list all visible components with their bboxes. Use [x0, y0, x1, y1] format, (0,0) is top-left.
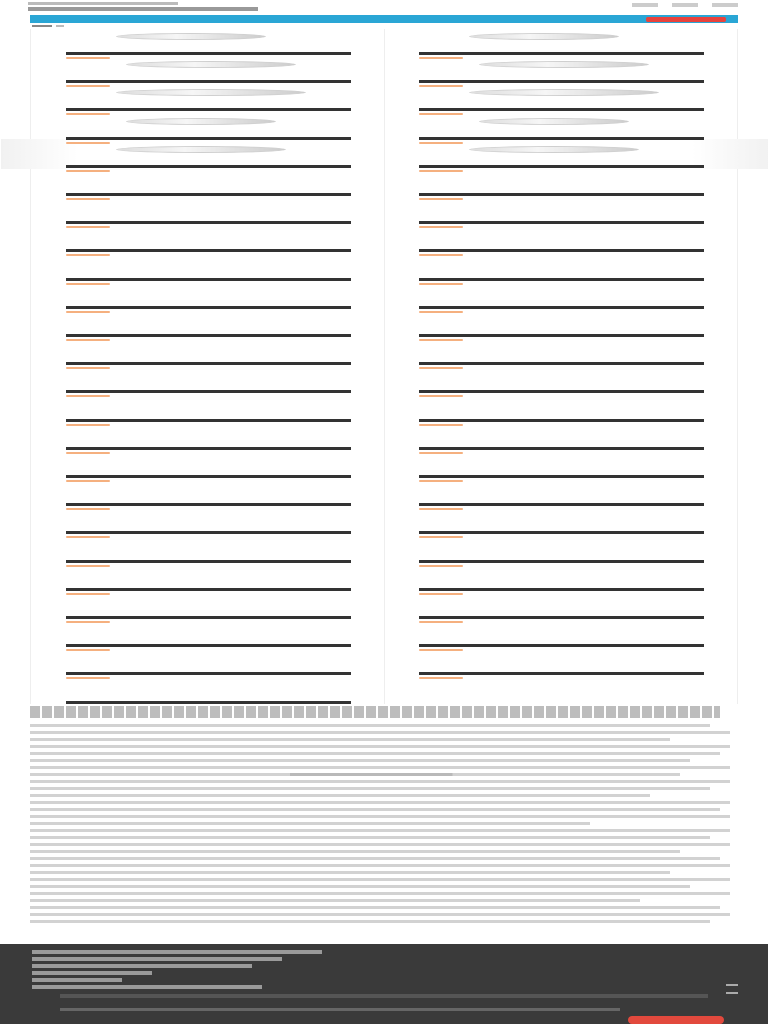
article-line: [30, 864, 730, 867]
product-tag: [66, 536, 110, 538]
product-title[interactable]: [419, 578, 704, 587]
product-item[interactable]: [66, 428, 351, 456]
article-line: [30, 752, 720, 755]
product-title[interactable]: [419, 465, 704, 474]
article-line: [30, 731, 730, 734]
article-line: [30, 780, 730, 783]
product-image[interactable]: [469, 33, 619, 40]
product-tag: [419, 254, 463, 256]
product-title[interactable]: [66, 578, 351, 587]
product-price: [419, 447, 704, 450]
product-item[interactable]: [419, 287, 704, 315]
footer-divider: [60, 994, 708, 998]
product-title[interactable]: [66, 183, 351, 192]
product-title[interactable]: [419, 380, 704, 389]
product-tag: [66, 85, 110, 87]
footer-link[interactable]: [32, 978, 122, 982]
header-links: [632, 3, 738, 7]
product-price: [419, 419, 704, 422]
product-price: [66, 278, 351, 281]
site-footer: [0, 944, 768, 1024]
product-tag: [66, 283, 110, 285]
product-price: [419, 475, 704, 478]
product-title[interactable]: [66, 409, 351, 418]
product-price: [419, 531, 704, 534]
product-item[interactable]: [419, 484, 704, 512]
product-image[interactable]: [116, 33, 266, 40]
article-line: [30, 836, 710, 839]
product-price: [66, 672, 351, 675]
product-tag: [419, 226, 463, 228]
product-tag: [66, 593, 110, 595]
article-line: [30, 808, 720, 811]
product-title[interactable]: [66, 380, 351, 389]
product-image[interactable]: [469, 89, 659, 96]
product-title[interactable]: [419, 606, 704, 615]
product-item[interactable]: [419, 61, 704, 89]
promo-button[interactable]: [646, 17, 726, 22]
product-title[interactable]: [66, 465, 351, 474]
product-tag: [66, 367, 110, 369]
product-tag: [419, 565, 463, 567]
product-tag: [66, 311, 110, 313]
product-image[interactable]: [116, 146, 286, 153]
product-title[interactable]: [419, 268, 704, 277]
product-item[interactable]: [419, 597, 704, 625]
product-title[interactable]: [419, 634, 704, 643]
product-price: [419, 165, 704, 168]
product-tag: [419, 452, 463, 454]
product-item[interactable]: [419, 146, 704, 174]
article-title: [30, 706, 720, 718]
product-price: [66, 701, 351, 704]
article-line: [30, 822, 590, 825]
product-title[interactable]: [419, 662, 704, 671]
product-price: [66, 52, 351, 55]
product-title[interactable]: [419, 352, 704, 361]
product-title[interactable]: [66, 239, 351, 248]
product-item[interactable]: [66, 315, 351, 343]
product-title[interactable]: [66, 352, 351, 361]
product-tag: [419, 113, 463, 115]
product-item[interactable]: [419, 428, 704, 456]
product-tag: [66, 142, 110, 144]
product-title[interactable]: [419, 183, 704, 192]
product-price: [419, 334, 704, 337]
product-image[interactable]: [116, 89, 306, 96]
product-price: [419, 137, 704, 140]
article-line: [30, 829, 730, 832]
product-title[interactable]: [419, 296, 704, 305]
product-price: [419, 672, 704, 675]
product-title[interactable]: [419, 211, 704, 220]
product-tag: [419, 480, 463, 482]
product-title[interactable]: [419, 437, 704, 446]
product-tag: [419, 57, 463, 59]
product-item[interactable]: [419, 653, 704, 681]
product-price: [66, 306, 351, 309]
product-price: [66, 447, 351, 450]
footer-link[interactable]: [32, 950, 322, 954]
product-item[interactable]: [66, 89, 351, 117]
product-title[interactable]: [419, 239, 704, 248]
footer-cta-button[interactable]: [628, 1016, 724, 1024]
product-price: [66, 560, 351, 563]
product-price: [419, 193, 704, 196]
product-price: [419, 80, 704, 83]
article-line: [30, 850, 680, 853]
product-item[interactable]: [66, 118, 351, 146]
site-header: [0, 0, 768, 16]
product-image[interactable]: [126, 61, 296, 68]
product-item[interactable]: [419, 541, 704, 569]
article-line: [30, 920, 710, 923]
product-tag: [66, 480, 110, 482]
product-price: [419, 278, 704, 281]
product-item[interactable]: [66, 343, 351, 371]
product-item[interactable]: [419, 371, 704, 399]
article-line: [30, 759, 690, 762]
product-title[interactable]: [419, 98, 704, 107]
product-price: [66, 503, 351, 506]
product-item[interactable]: [66, 484, 351, 512]
article-line: [30, 766, 730, 769]
product-title[interactable]: [66, 437, 351, 446]
product-tag: [66, 424, 110, 426]
article-line: [30, 892, 730, 895]
product-title[interactable]: [419, 493, 704, 502]
product-tag: [419, 621, 463, 623]
product-tag: [66, 508, 110, 510]
product-item[interactable]: [419, 625, 704, 653]
header-link[interactable]: [672, 3, 698, 7]
article-line: [30, 794, 650, 797]
product-tag: [66, 395, 110, 397]
product-grid: [30, 29, 738, 704]
product-item[interactable]: [66, 287, 351, 315]
article-line: [30, 773, 680, 776]
product-item[interactable]: [419, 400, 704, 428]
product-title[interactable]: [66, 70, 351, 79]
product-tag: [419, 142, 463, 144]
product-tag: [419, 198, 463, 200]
product-price: [419, 249, 704, 252]
footer-link[interactable]: [32, 971, 152, 975]
article-line: [30, 745, 730, 748]
footer-copyright: [60, 1008, 620, 1011]
footer-link[interactable]: [32, 964, 252, 968]
article-line: [30, 738, 670, 741]
product-price: [66, 644, 351, 647]
product-item[interactable]: [419, 512, 704, 540]
product-title[interactable]: [419, 42, 704, 51]
product-price: [66, 137, 351, 140]
product-tag: [419, 508, 463, 510]
product-price: [66, 334, 351, 337]
product-item[interactable]: [419, 456, 704, 484]
article-line: [30, 906, 720, 909]
product-tag: [66, 621, 110, 623]
product-image[interactable]: [469, 146, 639, 153]
product-item[interactable]: [66, 202, 351, 230]
product-title[interactable]: [66, 634, 351, 643]
product-item[interactable]: [419, 230, 704, 258]
product-price: [419, 52, 704, 55]
article-line: [30, 857, 720, 860]
product-item[interactable]: [66, 146, 351, 174]
footer-link[interactable]: [32, 985, 262, 989]
article-line: [30, 913, 730, 916]
product-tag: [66, 57, 110, 59]
product-item[interactable]: [66, 259, 351, 287]
product-title[interactable]: [66, 268, 351, 277]
product-tag: [419, 170, 463, 172]
article-line: [30, 878, 730, 881]
product-title[interactable]: [66, 493, 351, 502]
product-item[interactable]: [66, 33, 351, 61]
product-tag: [419, 649, 463, 651]
product-price: [66, 249, 351, 252]
product-item[interactable]: [419, 569, 704, 597]
product-price: [66, 108, 351, 111]
product-tag: [66, 170, 110, 172]
product-title[interactable]: [419, 70, 704, 79]
product-item[interactable]: [66, 230, 351, 258]
product-tag: [66, 649, 110, 651]
product-item[interactable]: [66, 569, 351, 597]
product-price: [66, 419, 351, 422]
product-title[interactable]: [66, 211, 351, 220]
product-item[interactable]: [66, 625, 351, 653]
product-tag: [66, 565, 110, 567]
product-price: [419, 221, 704, 224]
product-title[interactable]: [66, 662, 351, 671]
product-price: [66, 475, 351, 478]
menu-icon[interactable]: [726, 984, 738, 994]
product-item[interactable]: [66, 174, 351, 202]
product-item[interactable]: [419, 174, 704, 202]
product-image[interactable]: [479, 118, 629, 125]
product-item[interactable]: [66, 597, 351, 625]
article-line: [30, 724, 710, 727]
product-price: [66, 80, 351, 83]
product-item[interactable]: [66, 61, 351, 89]
product-item[interactable]: [419, 259, 704, 287]
product-price: [419, 503, 704, 506]
site-logo[interactable]: [28, 2, 258, 14]
product-tag: [66, 198, 110, 200]
product-tag: [419, 311, 463, 313]
product-tag: [66, 677, 110, 679]
product-item[interactable]: [419, 343, 704, 371]
product-title[interactable]: [419, 550, 704, 559]
product-price: [66, 221, 351, 224]
product-item[interactable]: [66, 456, 351, 484]
product-item[interactable]: [66, 400, 351, 428]
product-price: [66, 588, 351, 591]
product-title[interactable]: [66, 98, 351, 107]
product-item[interactable]: [419, 202, 704, 230]
product-item[interactable]: [419, 315, 704, 343]
product-title[interactable]: [66, 521, 351, 530]
product-tag: [66, 113, 110, 115]
product-item[interactable]: [66, 512, 351, 540]
article-line: [30, 815, 730, 818]
product-price: [66, 165, 351, 168]
product-tag: [419, 677, 463, 679]
product-tag: [66, 254, 110, 256]
product-title[interactable]: [66, 127, 351, 136]
product-image[interactable]: [126, 118, 276, 125]
product-price: [419, 108, 704, 111]
product-title[interactable]: [419, 409, 704, 418]
product-tag: [419, 395, 463, 397]
product-title[interactable]: [419, 324, 704, 333]
product-tag: [419, 85, 463, 87]
product-tag: [66, 226, 110, 228]
product-tag: [419, 536, 463, 538]
product-price: [419, 588, 704, 591]
column-divider: [384, 29, 385, 704]
product-title[interactable]: [66, 324, 351, 333]
product-tag: [419, 283, 463, 285]
product-title[interactable]: [419, 155, 704, 164]
product-price: [419, 362, 704, 365]
footer-link[interactable]: [32, 957, 282, 961]
header-link[interactable]: [712, 3, 738, 7]
product-item[interactable]: [419, 33, 704, 61]
product-item[interactable]: [66, 653, 351, 681]
product-price: [419, 616, 704, 619]
article-line: [30, 899, 640, 902]
article-line: [30, 871, 670, 874]
promo-banner[interactable]: [30, 15, 738, 23]
product-price: [66, 531, 351, 534]
article-line: [30, 885, 690, 888]
product-title[interactable]: [419, 521, 704, 530]
product-tag: [66, 452, 110, 454]
product-title[interactable]: [66, 691, 351, 700]
product-tag: [419, 339, 463, 341]
article-line: [30, 843, 730, 846]
article-line: [30, 801, 730, 804]
product-image[interactable]: [479, 61, 649, 68]
header-link[interactable]: [632, 3, 658, 7]
product-price: [66, 390, 351, 393]
article-body: [30, 724, 738, 923]
product-price: [419, 560, 704, 563]
product-title[interactable]: [66, 42, 351, 51]
product-price: [66, 616, 351, 619]
product-tag: [419, 593, 463, 595]
product-price: [419, 390, 704, 393]
product-item[interactable]: [66, 541, 351, 569]
product-item[interactable]: [419, 89, 704, 117]
product-title[interactable]: [419, 127, 704, 136]
article-line: [30, 787, 710, 790]
product-price: [419, 306, 704, 309]
product-price: [66, 362, 351, 365]
product-item[interactable]: [419, 118, 704, 146]
product-tag: [419, 367, 463, 369]
product-tag: [66, 339, 110, 341]
product-tag: [419, 424, 463, 426]
product-item[interactable]: [66, 371, 351, 399]
product-title[interactable]: [66, 550, 351, 559]
product-title[interactable]: [66, 296, 351, 305]
product-title[interactable]: [66, 606, 351, 615]
product-title[interactable]: [66, 155, 351, 164]
product-price: [66, 193, 351, 196]
article-section: [30, 706, 738, 942]
product-price: [419, 644, 704, 647]
